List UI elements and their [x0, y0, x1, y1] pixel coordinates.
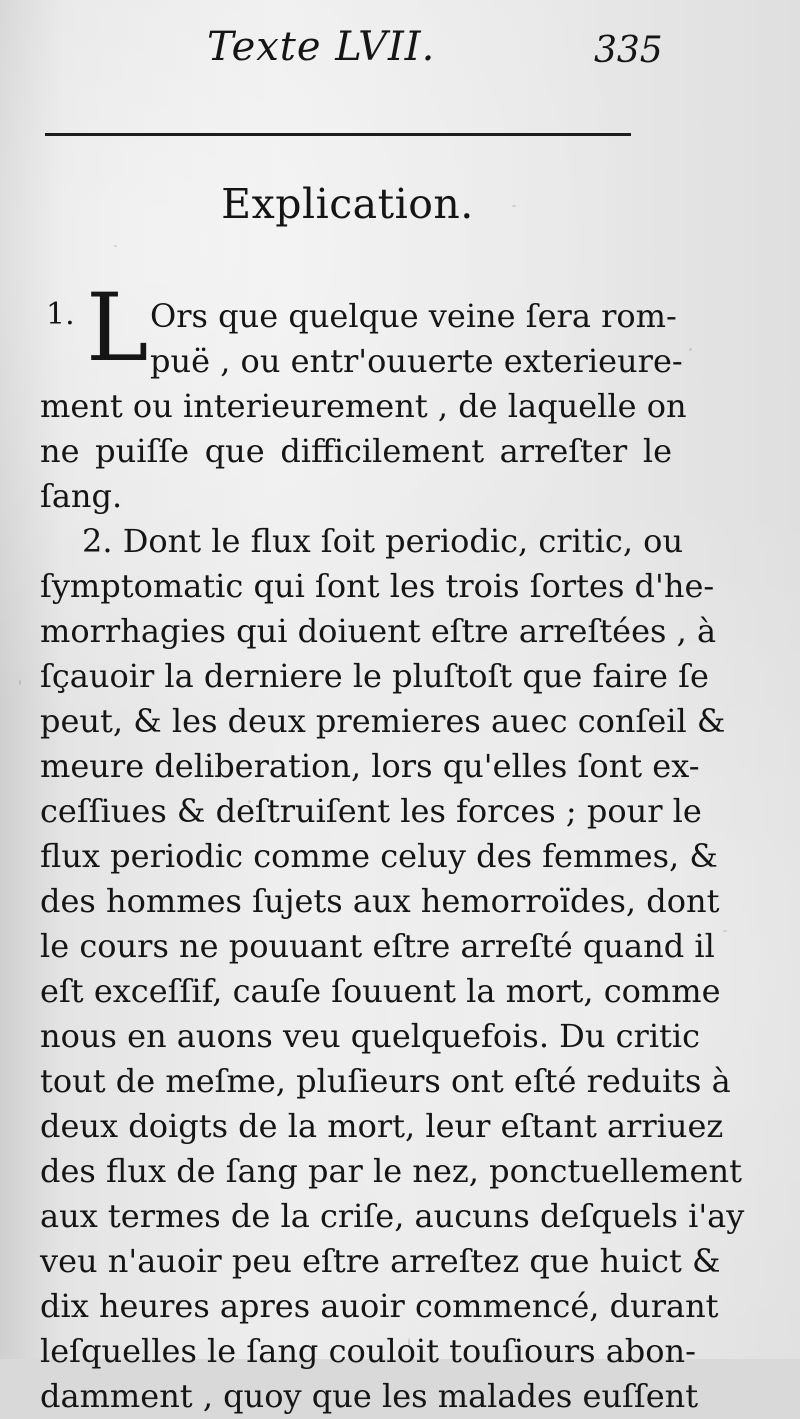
- text-line: ſang.: [40, 477, 123, 515]
- text-line: leſquelles le ſang couloit touſiours abon-: [40, 1332, 696, 1370]
- drop-cap-letter: L: [86, 274, 149, 383]
- text-line: des flux de ſang par le nez, ponctuellement: [40, 1152, 742, 1190]
- text-line: Ors que quelque veine ſera rom-: [150, 297, 677, 335]
- text-line: deux doigts de la mort, leur eſtant arriuez: [40, 1107, 724, 1145]
- text-line: damment , quoy que les malades euſſent: [40, 1377, 699, 1415]
- header-rule: [45, 133, 631, 136]
- text-line: puë , ou entr'ouuerte exterieure-: [150, 342, 683, 380]
- page-header: [0, 22, 800, 82]
- text-line: meure deliberation, lors qu'elles ſont ex-: [40, 747, 700, 785]
- text-line: morrhagies qui doiuent eſtre arreſtées , à: [40, 612, 717, 650]
- section-heading: Explication.: [221, 180, 474, 228]
- text-line: aux termes de la criſe, aucuns deſquels i'ay: [40, 1197, 745, 1235]
- text-line: ceſſiues & deſtruiſent les forces ; pour le: [40, 792, 702, 830]
- text-line: le cours ne pouuant eſtre arreſté quand il: [40, 927, 715, 965]
- paper-speck: [689, 348, 692, 351]
- text-line: peut, & les deux premieres auec conſeil &: [40, 702, 726, 740]
- text-line: tout de meſme, pluſieurs ont eſté reduits à: [40, 1062, 731, 1100]
- running-title: Texte LVII.: [207, 24, 436, 70]
- paper-speck: [723, 930, 727, 932]
- text-line: ſçauoir la derniere le pluſtoſt que faire ſe: [40, 657, 709, 695]
- page-number: 335: [594, 30, 663, 71]
- text-line: flux periodic comme celuy des femmes, &: [40, 837, 718, 875]
- text-line: ment ou interieurement , de laquelle on: [40, 387, 687, 425]
- text-line: ſymptomatic qui ſont les trois ſortes d'he-: [40, 567, 715, 605]
- text-line: ne puiſſe que difficilement arreſter le: [40, 432, 672, 470]
- paper-speck: [114, 245, 117, 247]
- text-line: des hommes ſujets aux hemorroïdes, dont: [40, 882, 720, 920]
- paragraph-number: 1.: [46, 297, 75, 332]
- text-line: 2. Dont le flux ſoit periodic, critic, ou: [82, 522, 684, 560]
- text-line: veu n'auoir peu eſtre arreſtez que huict &: [40, 1242, 721, 1280]
- text-line: dix heures apres auoir commencé, durant: [40, 1287, 719, 1325]
- paper-speck: [19, 680, 21, 685]
- text-line: eſt exceſſif, cauſe ſouuent la mort, comme: [40, 972, 721, 1010]
- text-line: nous en auons veu quelquefois. Du critic: [40, 1017, 701, 1055]
